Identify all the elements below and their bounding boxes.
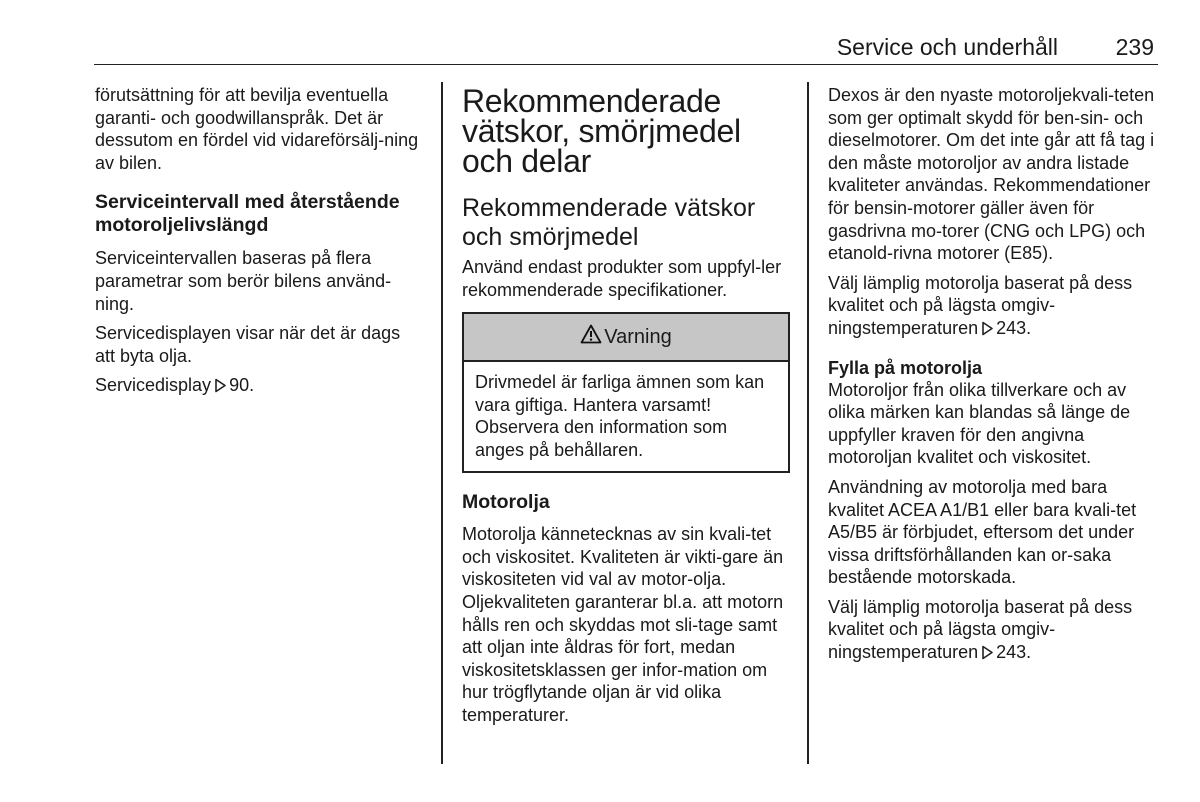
subheading: Motorolja: [462, 490, 550, 513]
warning-text: Drivmedel är farliga ämnen som kan vara giftiga. Hantera varsamt! Observera den information som anges på behållaren.: [475, 372, 765, 460]
column-right: [828, 84, 1160, 673]
column-middle: [462, 84, 792, 734]
page-reference-icon: [981, 319, 994, 342]
paragraph: Servicedisplayen visar när det är dags att byta olja.: [95, 323, 401, 366]
subheading: Fylla på motorolja: [828, 357, 983, 378]
warning-box: [462, 312, 790, 472]
reference-page[interactable]: 243.: [996, 642, 1032, 663]
page-reference-icon: [981, 643, 994, 666]
warning-label: Varning: [604, 325, 672, 348]
page-reference-icon: [214, 376, 227, 399]
warning-header: [464, 314, 788, 362]
section-title: Service och underhåll: [836, 34, 1058, 60]
reference-page[interactable]: 90.: [229, 375, 255, 396]
page-number: 239: [1115, 34, 1154, 60]
column-left: [95, 84, 425, 406]
column-divider-right: [807, 82, 809, 764]
column-divider-left: [441, 82, 443, 764]
paragraph: Användning av motorolja med bara kvalitet ACEA A1/B1 eller bara kvali-tet A5/B5 är förbjudet, eftersom det under vissa driftsförhållanden kan or-saka bestående motorskada.: [828, 476, 1137, 588]
subheading: Serviceintervall med återstående motoroljelivslängd: [95, 191, 400, 237]
paragraph-with-reference: [828, 596, 1160, 666]
paragraph: Dexos är den nyaste motoroljekvali-teten som ger optimalt skydd för ben-sin- och dieselmotorer. Om det inte går att få tag i den måste motoroljor av andra listade kvaliteter användas. Rekommendationer för bensin-motorer gäller även för gasdrivna mo-torer (CNG och LPG) och etanold-rivna motorer (E85).: [828, 85, 1155, 264]
reference-page[interactable]: 243.: [996, 317, 1032, 338]
paragraph-with-reference: [828, 272, 1160, 342]
paragraph: Motorolja kännetecknas av sin kvali-tet och viskositet. Kvaliteten är vikti-gare än viskositeten vid val av motor-olja. Oljekvaliteten garanterar bl.a. att motorn hålls ren och skyddas mot sli-tage samt att oljan inte åldras för fort, medan viskositetsklassen ger infor-mation om hur trögflytande oljan är vid olika temperaturer.: [462, 524, 784, 725]
chapter-title: Rekommenderade vätskor, smörjmedel och delar: [462, 83, 741, 179]
paragraph-with-reference: [95, 374, 425, 399]
paragraph: Motoroljor från olika tillverkare och av olika märken kan blandas så länge de uppfyller kraven för den angivna motoroljan kvalitet och viskositet.: [828, 379, 1131, 468]
page-header: [94, 32, 1158, 65]
reference-text: Servicedisplay: [95, 375, 212, 396]
warning-triangle-icon: [580, 324, 604, 350]
paragraph: Använd endast produkter som uppfyl-ler rekommenderade specifikationer.: [462, 257, 782, 300]
paragraph: Serviceintervallen baseras på flera parametrar som berör bilens använd-ning.: [95, 248, 392, 314]
reference-text: Välj lämplig motorolja baserat på dess kvalitet och på lägsta omgiv-ningstemperaturen: [828, 596, 1133, 663]
reference-text: Välj lämplig motorolja baserat på dess kvalitet och på lägsta omgiv-ningstemperaturen: [828, 272, 1133, 338]
section-subtitle: Rekommenderade vätskor och smörjmedel: [462, 194, 756, 251]
paragraph: förutsättning för att bevilja eventuella garanti- och goodwillanspråk. Det är dessutom en fördel vid vidareförsälj-ning av bilen.: [95, 85, 419, 173]
